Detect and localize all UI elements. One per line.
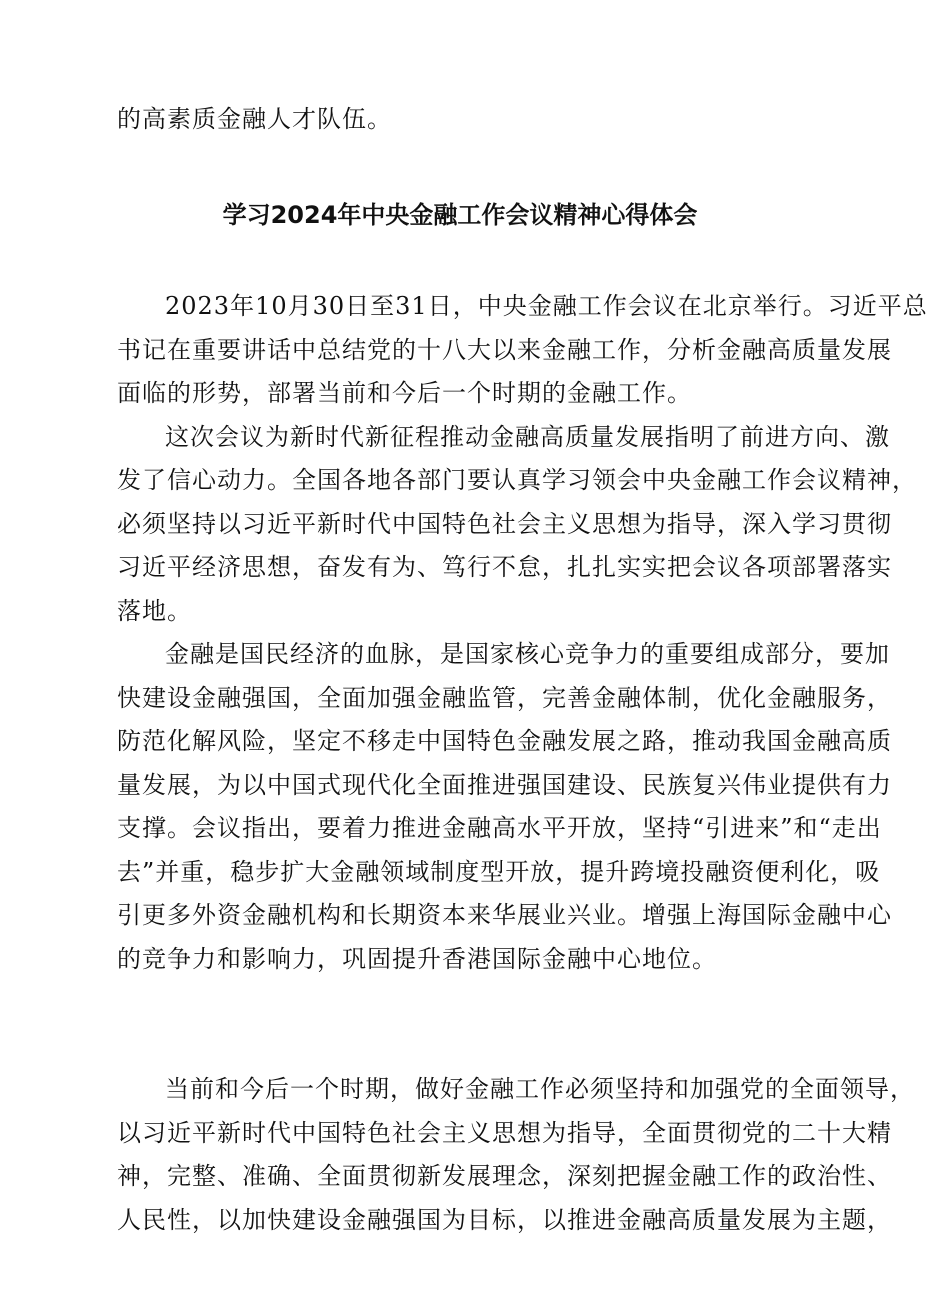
paragraph-line: 必须坚持以习近平新时代中国特色社会主义思想为指导，深入学习贯彻	[117, 510, 892, 538]
paragraph-line: 人民性，以加快建设金融强国为目标，以推进金融高质量发展为主题，	[117, 1206, 892, 1234]
paragraph-line: 量发展，为以中国式现代化全面推进强国建设、民族复兴伟业提供有力	[117, 771, 892, 799]
paragraph-line: 当前和今后一个时期，做好金融工作必须坚持和加强党的全面领导，	[165, 1075, 915, 1103]
paragraph-line: 去”并重，稳步扩大金融领域制度型开放，提升跨境投融资便利化，吸	[117, 858, 881, 886]
paragraph-line: 2023年10月30日至31日，中央金融工作会议在北京举行。习近平总	[165, 292, 928, 320]
paragraph-line: 的竞争力和影响力，巩固提升香港国际金融中心地位。	[117, 945, 717, 973]
continuation-line: 的高素质金融人才队伍。	[117, 105, 392, 133]
paragraph-line: 这次会议为新时代新征程推动金融高质量发展指明了前进方向、激	[165, 423, 890, 451]
paragraph-line: 神，完整、准确、全面贯彻新发展理念，深刻把握金融工作的政治性、	[117, 1162, 892, 1190]
article-title: 学习2024年中央金融工作会议精神心得体会	[222, 201, 698, 229]
paragraph-line: 落地。	[117, 597, 192, 625]
paragraph-line: 发了信心动力。全国各地各部门要认真学习领会中央金融工作会议精神，	[117, 466, 917, 494]
paragraph-line: 金融是国民经济的血脉，是国家核心竞争力的重要组成部分，要加	[165, 640, 890, 668]
paragraph-line: 面临的形势，部署当前和今后一个时期的金融工作。	[117, 379, 692, 407]
paragraph-line: 引更多外资金融机构和长期资本来华展业兴业。增强上海国际金融中心	[117, 901, 892, 929]
paragraph-line: 快建设金融强国，全面加强金融监管，完善金融体制，优化金融服务，	[117, 684, 892, 712]
paragraph-line: 防范化解风险，坚定不移走中国特色金融发展之路，推动我国金融高质	[117, 727, 892, 755]
paragraph-line: 习近平经济思想，奋发有为、笃行不怠，扎扎实实把会议各项部署落实	[117, 553, 892, 581]
paragraph-line: 以习近平新时代中国特色社会主义思想为指导，全面贯彻党的二十大精	[117, 1119, 892, 1147]
paragraph-line: 书记在重要讲话中总结党的十八大以来金融工作，分析金融高质量发展	[117, 336, 892, 364]
paragraph-line: 支撑。会议指出，要着力推进金融高水平开放，坚持“引进来”和“走出	[117, 814, 882, 842]
